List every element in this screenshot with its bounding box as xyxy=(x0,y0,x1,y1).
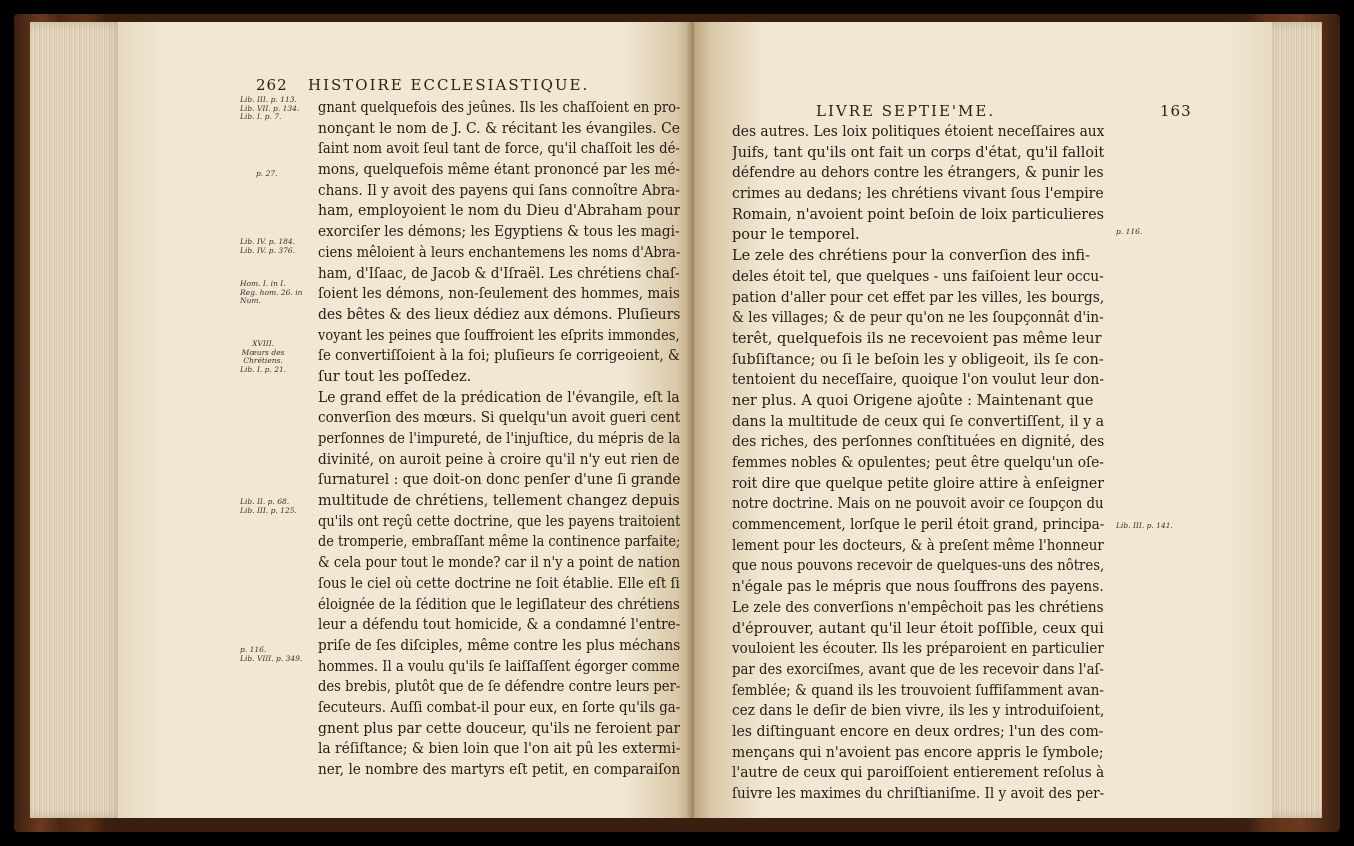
text-line: mençans qui n'avoient pas encore appris le ſymbole; xyxy=(732,744,1104,761)
text-line: notre doctrine. Mais on ne pouvoit avoir ce ſoupçon du xyxy=(732,496,1104,513)
left-page-folio: 262 xyxy=(256,76,288,94)
text-line: ſemblée; & quand ils les trouvoient ſuffiſamment avan- xyxy=(732,682,1104,699)
text-line: les diſtinguant encore en deux ordres; l'un des com- xyxy=(732,723,1104,740)
text-line: des riches, des perſonnes conſtituées en dignité, des xyxy=(732,434,1104,451)
text-line: ner plus. A quoi Origene ajoûte : Maintenant que xyxy=(732,392,1094,409)
text-line: converſion des mœurs. Si quelqu'un avoit gueri cent xyxy=(318,410,680,427)
text-line: ner, le nombre des martyrs eſt petit, en comparaiſon xyxy=(318,762,680,778)
left-margin-section-note: XVIII. Mœurs des Chrétiens. Lib. I. p. 21. xyxy=(240,339,287,374)
text-line: la réſiſtance; & bien loin que l'on ait pû les extermi- xyxy=(318,741,680,758)
text-line: ham, d'Iſaac, de Jacob & d'Iſraël. Les chrétiens chaſ- xyxy=(318,265,680,282)
text-line: femmes nobles & opulentes; peut être quelqu'un oſe- xyxy=(732,455,1104,471)
text-line: exorciſer les démons; les Egyptiens & tous les magi- xyxy=(318,224,680,241)
left-page-body xyxy=(318,98,680,781)
text-line: chans. Il y avoit des payens qui ſans connoître Abra- xyxy=(318,182,680,199)
left-page xyxy=(118,22,694,818)
text-line: l'autre de ceux qui paroiſſoient entierement reſolus à xyxy=(732,765,1104,782)
text-line: de tromperie, embraſſant même la continence parfaite; xyxy=(318,534,680,551)
text-line: gnant quelquefois des jeûnes. Ils les chaſſoient en pro- xyxy=(318,100,680,116)
text-line: voyant les peines que ſouffroient les eſprits immondes, xyxy=(318,327,680,344)
right-running-head: LIVRE SEPTIE'ME. xyxy=(816,102,996,120)
text-line: ham, employoient le nom du Dieu d'Abraham pour xyxy=(318,203,680,220)
right-margin-note: Lib. III. p. 141. xyxy=(1116,521,1173,530)
text-line: des brebis, plutôt que de ſe défendre contre leurs per- xyxy=(318,679,680,696)
text-line: & les villages; & de peur qu'on ne les ſoupçonnât d'in- xyxy=(732,310,1104,327)
text-line: deles étoit tel, que quelques - uns faiſoient leur occu- xyxy=(732,268,1104,285)
text-line: perſonnes de l'impureté, de l'injuſtice, du mépris de la xyxy=(318,431,680,447)
text-line: vouloient les écouter. Ils les préparoient en particulier xyxy=(732,641,1104,658)
text-line: hommes. Il a voulu qu'ils ſe laiſſaſſent égorger comme xyxy=(318,658,680,675)
text-line: que nous pouvons recevoir de quelques-uns des nôtres, xyxy=(732,558,1104,575)
text-line: ſecuteurs. Auſſi combat-il pour eux, en ſorte qu'ils ga- xyxy=(318,699,680,716)
text-line: multitude de chrétiens, tellement changez depuis xyxy=(318,493,680,510)
text-line: par des exorciſmes, avant que de les recevoir dans l'aſ- xyxy=(732,661,1104,678)
text-line: divinité, on auroit peine à croire qu'il n'y eut rien de xyxy=(318,451,680,468)
text-line: dans la multitude de ceux qui ſe convertiſſent, il y a xyxy=(732,413,1104,430)
right-page-body xyxy=(732,122,1104,805)
left-margin-note: Hom. I. in I. Reg. hom. 26. in Num. xyxy=(240,279,303,305)
text-line: roit dire que quelque petite gloire attire à enſeigner xyxy=(732,475,1104,492)
left-margin-note: p. 116. Lib. VIII. p. 349. xyxy=(240,645,303,663)
text-line: lement pour les docteurs, & à preſent même l'honneur xyxy=(732,537,1104,554)
text-line: ſuivre les maximes du chriſtianiſme. Il y avoit des per- xyxy=(732,786,1104,802)
text-line: nonçant le nom de J. C. & récitant les évangiles. Ce xyxy=(318,120,680,137)
text-line: Juifs, tant qu'ils ont fait un corps d'état, qu'il falloit xyxy=(732,144,1104,161)
text-line: ſubſiſtance; ou ſi le beſoin les y obligeoit, ils ſe con- xyxy=(732,351,1104,368)
text-line: cez dans le deſir de bien vivre, ils les y introduiſoient, xyxy=(732,703,1104,720)
text-line: ſur tout les poſſedez. xyxy=(318,368,472,385)
text-line: des bêtes & des lieux dédiez aux démons. Pluſieurs xyxy=(318,306,680,323)
left-margin-note: Lib. IV. p. 184. Lib. IV. p. 376. xyxy=(240,237,296,255)
right-margin-note: p. 116. xyxy=(1116,227,1143,236)
text-line: pour le temporel. xyxy=(732,227,860,244)
text-line: n'égale pas le mépris que nous ſouffrons des payens. xyxy=(732,579,1104,596)
text-line: qu'ils ont reçû cette doctrine, que les payens traitoient xyxy=(318,513,680,530)
text-line: ſaint nom avoit ſeul tant de force, qu'il chaſſoit les dé- xyxy=(318,141,680,158)
text-line: ſurnaturel : que doit-on donc penſer d'une ſi grande xyxy=(318,472,680,489)
text-line: défendre au dehors contre les étrangers, & punir les xyxy=(732,165,1104,182)
text-line: & cela pour tout le monde? car il n'y a point de nation xyxy=(318,555,680,572)
text-line: mons, quelquefois même étant prononcé par les mé- xyxy=(318,162,680,179)
text-line: tentoient du neceſſaire, quoique l'on voulut leur don- xyxy=(732,372,1104,389)
left-margin-note: Lib. III. p. 113. Lib. VII. p. 134. Lib. I. p. 7. xyxy=(240,95,300,121)
text-line: leur a défendu tout homicide, & a condamné l'entre- xyxy=(318,617,680,634)
text-line: gnent plus par cette douceur, qu'ils ne feroient par xyxy=(318,720,680,737)
text-line: des autres. Les loix politiques étoient neceſſaires aux xyxy=(732,124,1104,140)
text-line: ſe convertiſſoient à la foi; pluſieurs ſe corrigeoient, & xyxy=(318,348,680,365)
text-line: Romain, n'avoient point beſoin de loix particulieres xyxy=(732,206,1104,223)
text-line: ſous le ciel où cette doctrine ne ſoit établie. Elle eſt ſi xyxy=(318,575,680,592)
text-line: terêt, quelquefois ils ne recevoient pas même leur xyxy=(732,330,1102,347)
text-line: éloignée de la ſédition que le legiſlateur des chrétiens xyxy=(318,596,680,613)
left-margin-note: Lib. II. p. 68. Lib. III. p. 125. xyxy=(240,497,297,515)
text-line: priſe de ſes diſciples, même contre les plus méchans xyxy=(318,637,680,654)
text-line: Le grand effet de la prédication de l'évangile, eſt la xyxy=(318,389,680,406)
right-page-folio: 163 xyxy=(1160,102,1192,120)
left-margin-note: p. 27. xyxy=(256,169,278,178)
text-line: Le zele des chrétiens pour la converſion des infi- xyxy=(732,248,1091,265)
text-line: pation d'aller pour cet effet par les villes, les bourgs, xyxy=(732,289,1104,306)
text-line: Le zele des converſions n'empêchoit pas les chrétiens xyxy=(732,599,1104,616)
text-line: crimes au dedans; les chrétiens vivant ſous l'empire xyxy=(732,186,1104,203)
right-page xyxy=(694,22,1272,818)
text-line: ſoient les démons, non-ſeulement des hommes, mais xyxy=(318,286,680,303)
left-running-head: HISTOIRE ECCLESIASTIQUE. xyxy=(308,76,590,94)
page-edges-left xyxy=(30,22,125,818)
text-line: d'éprouver, autant qu'il leur étoit poſſible, ceux qui xyxy=(732,620,1104,637)
text-line: commencement, lorſque le peril étoit grand, principa- xyxy=(732,517,1104,534)
text-line: ciens mêloient à leurs enchantemens les noms d'Abra- xyxy=(318,244,680,261)
